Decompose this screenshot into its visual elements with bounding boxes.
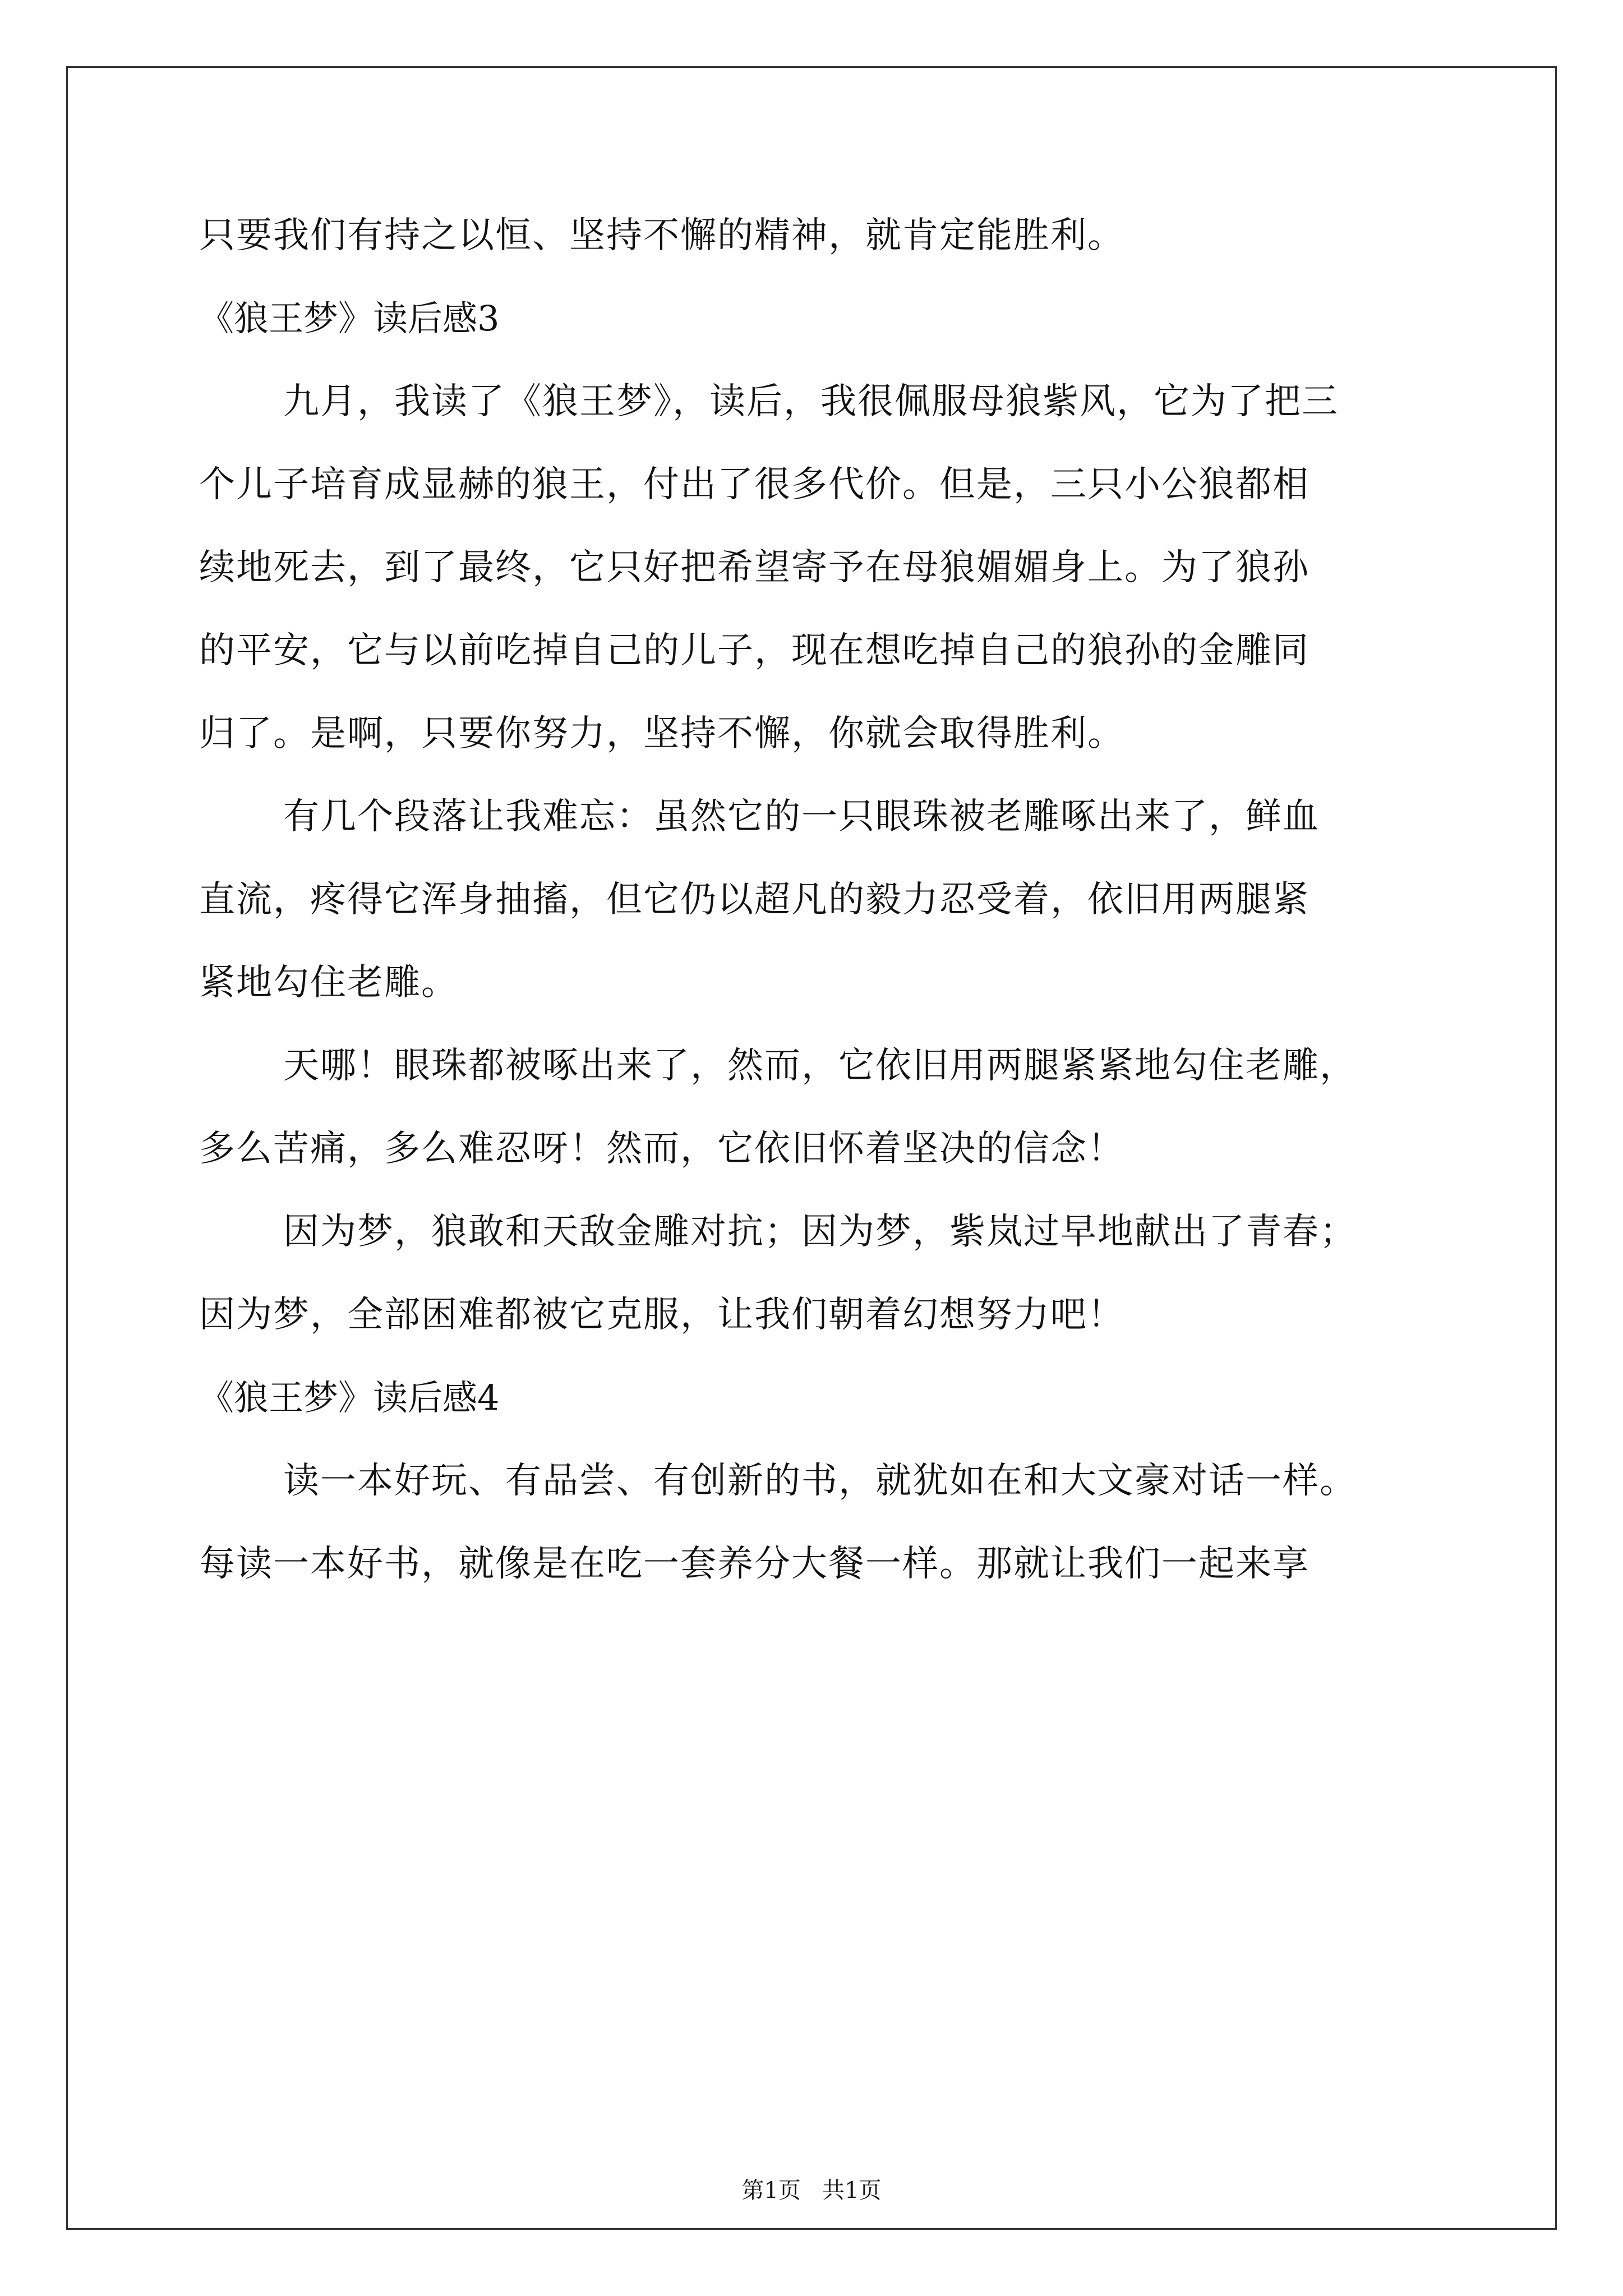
body-line: 读一本好玩、有品尝、有创新的书，就犹如在和大文豪对话一样。 [283,1460,1357,1502]
body-line: 只要我们有持之以恒、坚持不懈的精神，就肯定能胜利。 [199,215,1124,256]
body-line: 每读一本好书，就像是在吃一套养分大餐一样。那就让我们一起来享 [199,1543,1310,1585]
body-line: 因为梦，狼敢和天敌金雕对抗；因为梦，紫岚过早地献出了青春； [283,1211,1357,1253]
body-line: 天哪！眼珠都被啄出来了，然而，它依旧用两腿紧紧地勾住老雕， [283,1045,1357,1087]
page-number-footer: 第1页 共1页 [741,2178,882,2203]
section-heading: 《狼王梦》读后感3 [199,298,500,339]
body-line: 直流，疼得它浑身抽搐，但它仍以超凡的毅力忍受着，依旧用两腿紧 [199,879,1310,921]
body-line: 的平安，它与以前吃掉自己的儿子，现在想吃掉自己的狼孙的金雕同 [199,630,1310,671]
body-line: 多么苦痛，多么难忍呀！然而，它依旧怀着坚决的信念！ [199,1128,1124,1170]
section-heading: 《狼王梦》读后感4 [199,1377,500,1418]
body-line: 紧地勾住老雕。 [199,962,458,1004]
body-line: 九月，我读了《狼王梦》，读后，我很佩服母狼紫风，它为了把三 [283,381,1339,422]
body-line: 有几个段落让我难忘：虽然它的一只眼珠被老雕啄出来了，鲜血 [283,796,1320,838]
body-line: 个儿子培育成显赫的狼王，付出了很多代价。但是，三只小公狼都相 [199,464,1310,505]
body-line: 归了。是啊，只要你努力，坚持不懈，你就会取得胜利。 [199,713,1124,754]
body-line: 续地死去，到了最终，它只好把希望寄予在母狼媚媚身上。为了狼孙 [199,547,1310,588]
body-line: 因为梦，全部困难都被它克服，让我们朝着幻想努力吧！ [199,1294,1124,1336]
